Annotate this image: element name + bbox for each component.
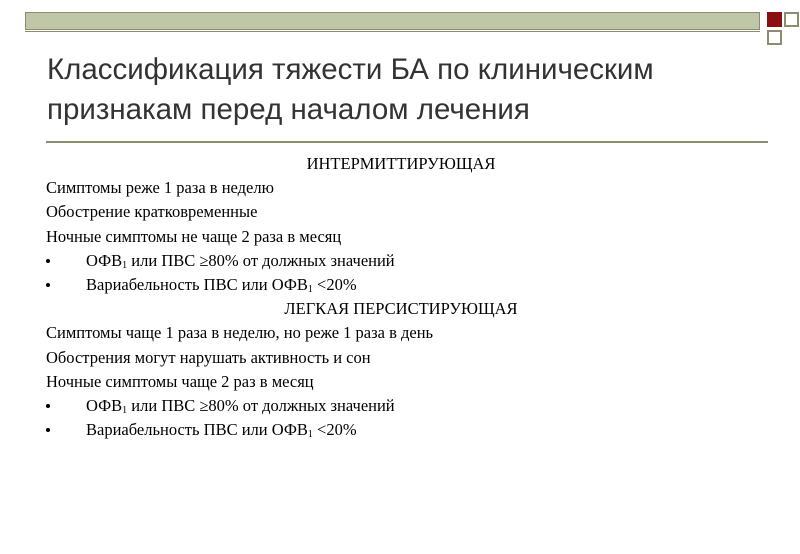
section-heading: ЛЕГКАЯ ПЕРСИСТИРУЮЩАЯ (284, 299, 518, 319)
bullet-dot-icon (46, 283, 50, 287)
decorative-square-filled (767, 12, 782, 27)
bullet-item: Вариабельность ПВС или $ОФВ_1 <20\%$ (46, 273, 756, 297)
bullet-dot-icon (46, 428, 50, 432)
decorative-square-outline (784, 12, 799, 27)
slide-title-line2: признакам перед началом лечения (47, 93, 530, 126)
decorative-square-outline (767, 30, 782, 45)
bullet-item: $ОФВ_1$ или ПВС ≥80% от должных значений (46, 249, 756, 273)
slide-title (47, 50, 767, 130)
bullet-item: Вариабельность ПВС или $ОФВ_1 <20\%$ (46, 418, 756, 442)
header-bar (25, 12, 760, 30)
body-line: Ночные симптомы не чаще 2 раза в месяц (46, 226, 342, 246)
section-heading: ИНТЕРМИТТИРУЮЩАЯ (306, 154, 496, 173)
body-line: Симптомы чаще 1 раза в неделю, но реже 1 раза в день (46, 323, 434, 343)
header-divider (25, 31, 760, 32)
body-line: Обострение кратковременные (46, 202, 258, 222)
title-divider (46, 141, 768, 143)
body-line: Обострения могут нарушать активность и сон (46, 347, 371, 367)
body-line: Симптомы реже 1 раза в неделю (46, 178, 274, 198)
slide-body (46, 152, 756, 442)
bullet-dot-icon (46, 404, 50, 408)
slide-title-line1: Классификация тяжести БА по клиническим (47, 53, 654, 86)
bullet-dot-icon (46, 259, 50, 263)
body-line: Ночные симптомы чаще 2 раз в месяц (46, 371, 314, 391)
bullet-item: $ОФВ_1$ или ПВС ≥80% от должных значений (46, 394, 756, 418)
